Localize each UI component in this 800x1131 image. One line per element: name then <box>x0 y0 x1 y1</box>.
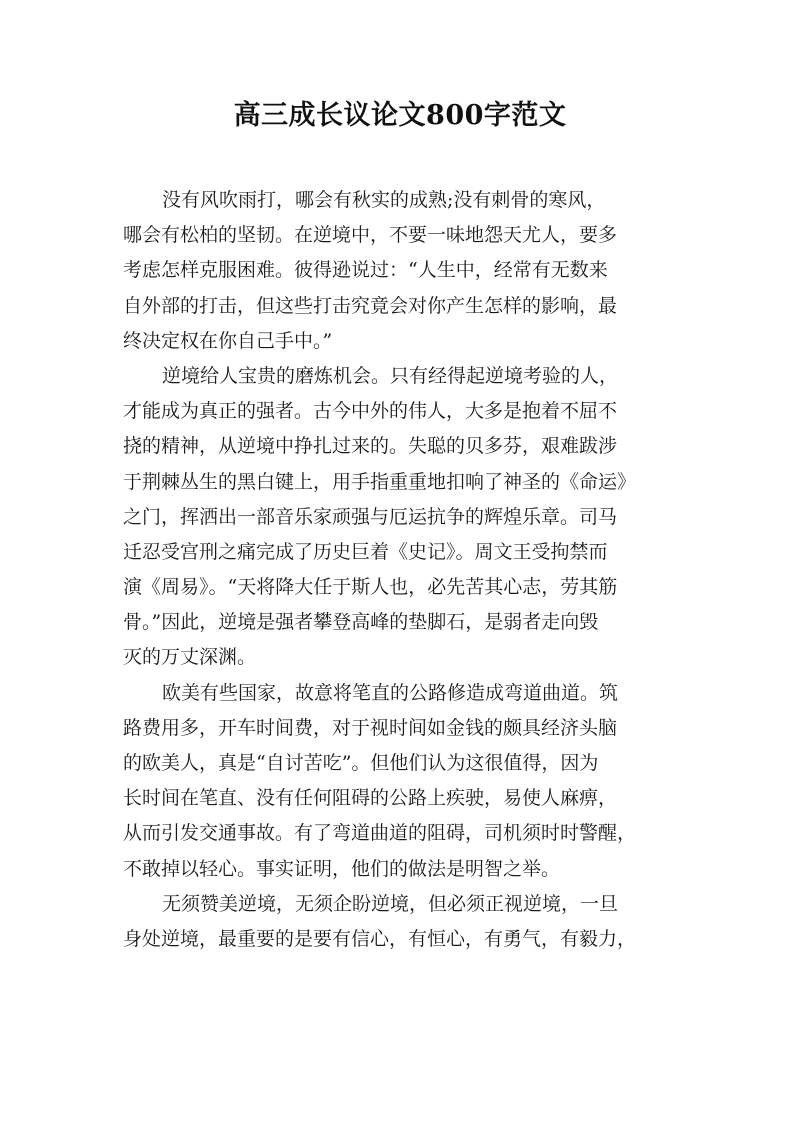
text-line: 考虑怎样克服困难。彼得逊说过：“人生中，经常有无数来 <box>123 259 608 282</box>
text-line: 哪会有松柏的坚韧。在逆境中，不要一味地怨天尤人，要多 <box>123 224 618 247</box>
text-line: 不敢掉以轻心。事实证明，他们的做法是明智之举。 <box>123 857 561 880</box>
text-line: 自外部的打击，但这些打击究竟会对你产生怎样的影响，最 <box>123 294 618 317</box>
paragraph-1 <box>123 183 688 359</box>
text-line: 迁忍受宫刑之痛完成了历史巨着《史记》。周文王受拘禁而 <box>123 540 608 563</box>
text-line: 身处逆境，最重要的是要有信心，有恒心，有勇气，有毅力， <box>123 927 637 950</box>
text-line: 逆境给人宝贵的磨炼机会。只有经得起逆境考验的人， <box>162 364 619 387</box>
paragraph-2 <box>123 359 688 676</box>
paragraph-3 <box>123 676 688 887</box>
document-body <box>123 183 688 957</box>
text-line: 骨。”因此，逆境是强者攀登高峰的垫脚石，是弱者走向毁 <box>123 611 599 634</box>
text-line: 的欧美人，真是“自讨苦吃”。但他们认为这很值得，因为 <box>123 752 599 774</box>
text-line: 于荆棘丛生的黑白键上，用手指重重地扣响了神圣的《命运》 <box>123 470 637 493</box>
text-line: 之门，挥洒出一部音乐家顽强与厄运抗争的辉煌乐章。司马 <box>123 505 618 528</box>
text-line: 没有风吹雨打，哪会有秋实的成熟;没有刺骨的寒风， <box>162 189 606 211</box>
text-line: 欧美有些国家，故意将笔直的公路修造成弯道曲道。筑 <box>162 681 619 704</box>
text-line: 从而引发交通事故。有了弯道曲道的阻碍，司机须时时警醒， <box>123 822 637 845</box>
text-line: 挠的精神，从逆境中挣扎过来的。失聪的贝多芬，艰难跋涉 <box>123 435 618 458</box>
text-line: 灭的万丈深渊。 <box>123 646 257 669</box>
text-line: 无须赞美逆境，无须企盼逆境，但必须正视逆境，一旦 <box>162 892 619 915</box>
text-line: 长时间在笔直、没有任何阻碍的公路上疾驶，易使人麻痹， <box>123 787 618 810</box>
text-line: 终决定权在你自己手中。” <box>123 329 333 352</box>
text-line: 才能成为真正的强者。古今中外的伟人，大多是抱着不屈不 <box>123 400 618 423</box>
paragraph-4 <box>123 887 688 957</box>
text-line: 路费用多，开车时间费，对于视时间如金钱的颇具经济头脑 <box>123 716 618 739</box>
text-line: 演《周易》。“天将降大任于斯人也，必先苦其心志，劳其筋 <box>123 576 618 599</box>
document-title: 高三成长议论文800字范文 <box>233 100 567 131</box>
